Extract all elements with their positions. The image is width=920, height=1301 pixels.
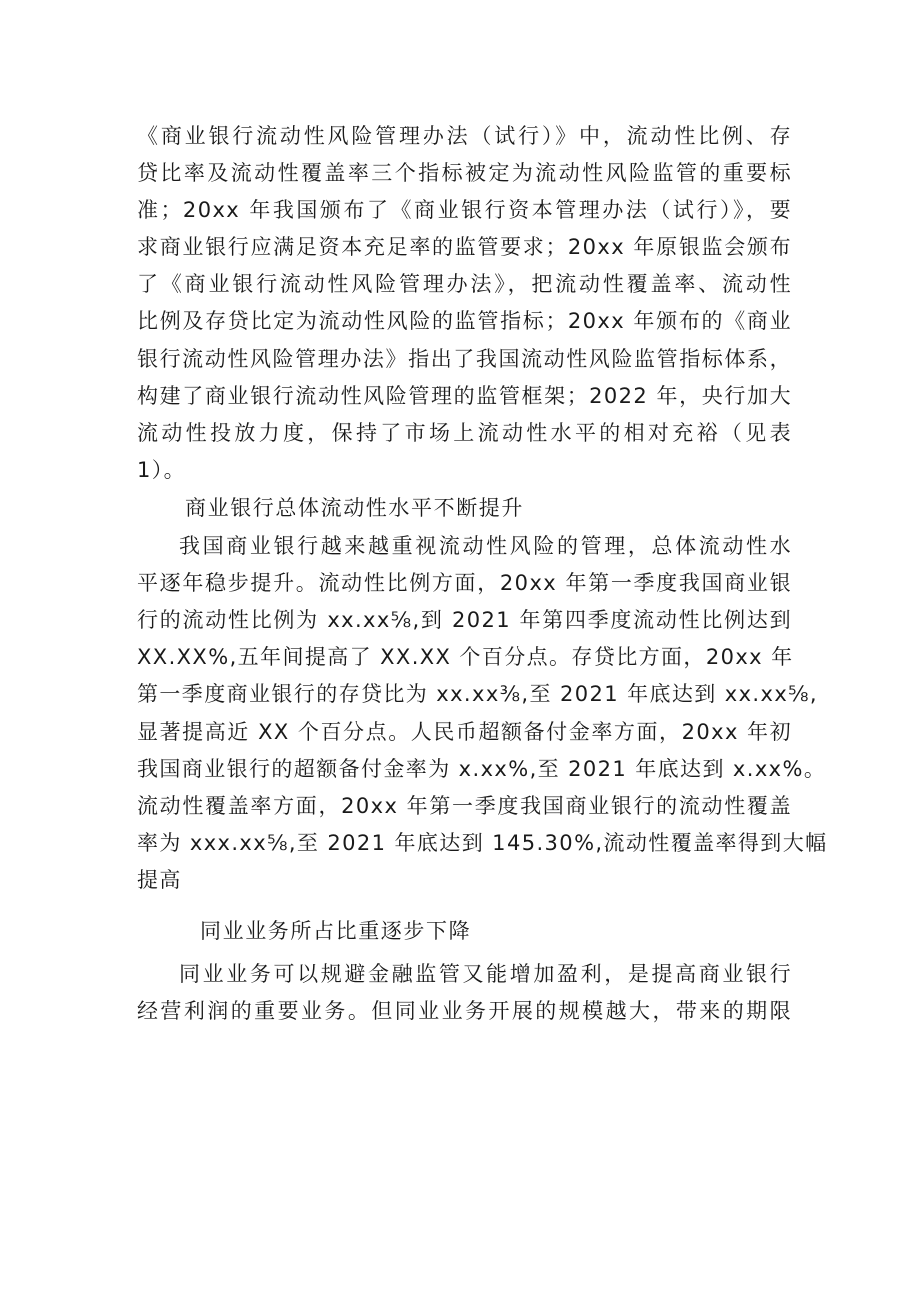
text-line: 《商业银行流动性风险管理办法（试行）》中，流动性比例、存 [137, 124, 792, 148]
paragraph-regulation-history [137, 118, 792, 489]
text-line: 经营利润的重要业务。但同业业务开展的规模越大，带来的期限 [137, 999, 792, 1024]
text-line: 率为 xxx.xx⅝,至 2021 年底达到 145.30%,流动性覆盖率得到大幅 [137, 830, 828, 855]
text-line: 平逐年稳步提升。流动性比例方面，20xx 年第一季度我国商业银 [137, 571, 792, 596]
text-line: 构建了商业银行流动性风险管理的监管框架；2022 年，央行加大 [137, 383, 792, 408]
paragraph-interbank-business [137, 956, 792, 1030]
text-line: 第一季度商业银行的存贷比为 xx.xx⅜,至 2021 年底达到 xx.xx⅝, [137, 682, 818, 707]
text-line: 比例及存贷比定为流动性风险的监管指标；20xx 年颁布的《商业 [137, 309, 792, 334]
text-line: XX.XX%,五年间提高了 XX.XX 个百分点。存贷比方面，20xx 年 [137, 645, 794, 670]
section-heading-liquidity-level: 商业银行总体流动性水平不断提升 [185, 495, 524, 520]
paragraph-liquidity-level [137, 528, 828, 899]
section-heading-interbank-business: 同业业务所占比重逐步下降 [200, 918, 472, 943]
text-line: 提高 [137, 867, 182, 892]
text-line: 行的流动性比例为 xx.xx⅝,到 2021 年第四季度流动性比例达到 [137, 608, 792, 633]
text-line: 流动性覆盖率方面，20xx 年第一季度我国商业银行的流动性覆盖 [137, 793, 792, 818]
text-line: 1）。 [137, 457, 187, 482]
text-line: 显著提高近 XX 个百分点。人民币超额备付金率方面，20xx 年初 [137, 719, 792, 744]
text-line: 贷比率及流动性覆盖率三个指标被定为流动性风险监管的重要标 [137, 161, 792, 186]
text-line: 了《商业银行流动性风险管理办法》，把流动性覆盖率、流动性 [137, 272, 792, 297]
document-body [137, 118, 828, 1030]
text-line: 我国商业银行越来越重视流动性风险的管理，总体流动性水 [179, 534, 792, 559]
text-line: 我国商业银行的超额备付金率为 x.xx%,至 2021 年底达到 x.xx%。 [137, 756, 827, 781]
text-line: 银行流动性风险管理办法》指出了我国流动性风险监管指标体系， [137, 346, 792, 371]
text-line: 同业业务可以规避金融监管又能增加盈利，是提高商业银行 [179, 962, 792, 987]
text-line: 流动性投放力度，保持了市场上流动性水平的相对充裕（见表 [137, 420, 792, 445]
text-line: 求商业银行应满足资本充足率的监管要求；20xx 年原银监会颁布 [137, 235, 792, 260]
text-line: 准；20xx 年我国颁布了《商业银行资本管理办法（试行）》，要 [137, 198, 792, 223]
